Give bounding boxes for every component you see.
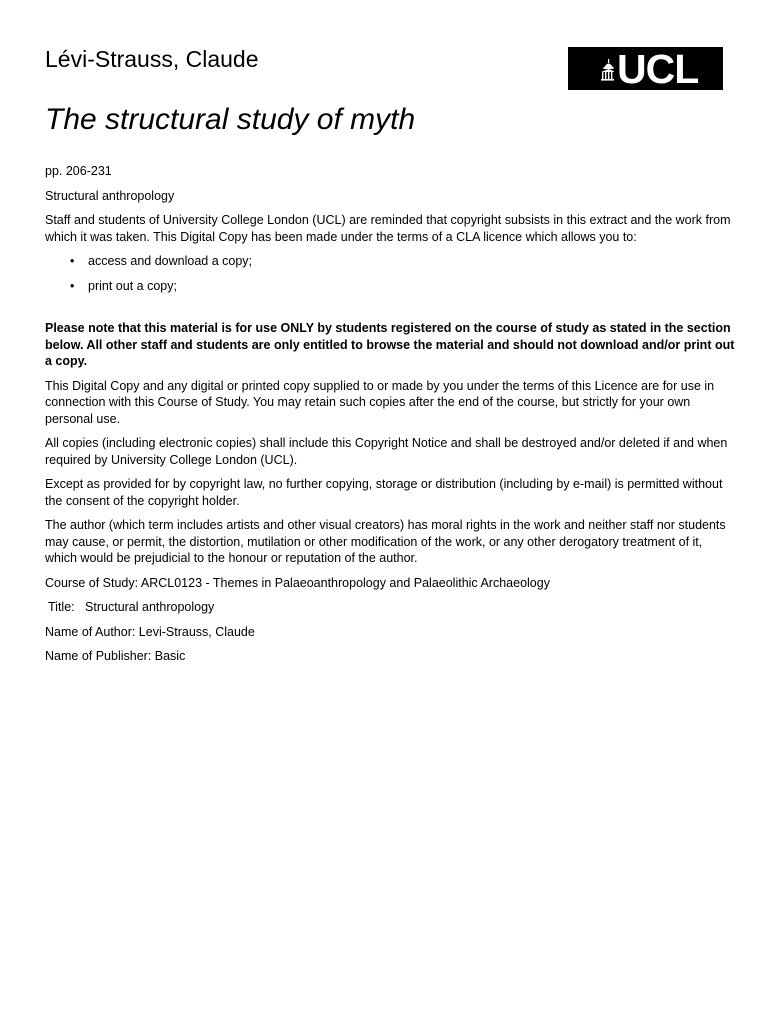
paragraph-retention: This Digital Copy and any digital or printed copy supplied to or made by you under the terms of this Licence are for use in connection with this Course of Study. You may retain such copies after the end of the course, but strictly for your own personal use. [45,378,715,426]
bullet-icon: • [70,254,75,268]
document-title: The structural study of myth [45,103,416,136]
publisher-line: Name of Publisher: Basic [45,649,186,663]
author-line: Name of Author: Levi-Strauss, Claude [45,624,255,639]
list-item [45,278,735,295]
ucl-logo-text: UCL [617,46,699,92]
book-title: Structural anthropology [45,188,175,203]
copyright-notice [45,163,735,673]
document-author: Lévi-Strauss, Claude [45,46,259,72]
paragraph-moral-rights: The author (which term includes artists and other visual creators) has moral rights in the work and neither staff nor students may cause, or permit, the distortion, mutilation or other modification of the work, or any other derogatory treatment of it, which would be prejudicial to the honour or reputation of the author. [45,518,726,565]
list-item-text: access and download a copy; [88,254,252,268]
title-line: Title: Structural anthropology [48,600,215,614]
course-of-study: Course of Study: ARCL0123 - Themes in Palaeoanthropology and Palaeolithic Archaeology [45,575,550,590]
list-item-text: print out a copy; [88,278,177,293]
usage-notice: Please note that this material is for use ONLY by students registered on the course of study as stated in the section below. All other staff and students are only entitled to browse the material and should not download and/or print out a copy. [45,321,735,368]
list-item [45,253,735,270]
ucl-logo [568,47,723,90]
permissions-list [45,253,735,294]
intro-paragraph: Staff and students of University College London (UCL) are reminded that copyright subsists in this extract and the work from which it was taken. This Digital Copy has been made under the terms of a CLA licence which allows you to: [45,213,731,244]
paragraph-copies: All copies (including electronic copies) shall include this Copyright Notice and shall be destroyed and/or deleted if and when required by University College London (UCL). [45,436,728,467]
ucl-portico-icon [568,47,614,90]
bullet-icon: • [70,278,75,293]
paragraph-distribution: Except as provided for by copyright law, no further copying, storage or distribution (including by e-mail) is permitted without the consent of the copyright holder. [45,477,723,508]
page-range: pp. 206-231 [45,164,112,178]
